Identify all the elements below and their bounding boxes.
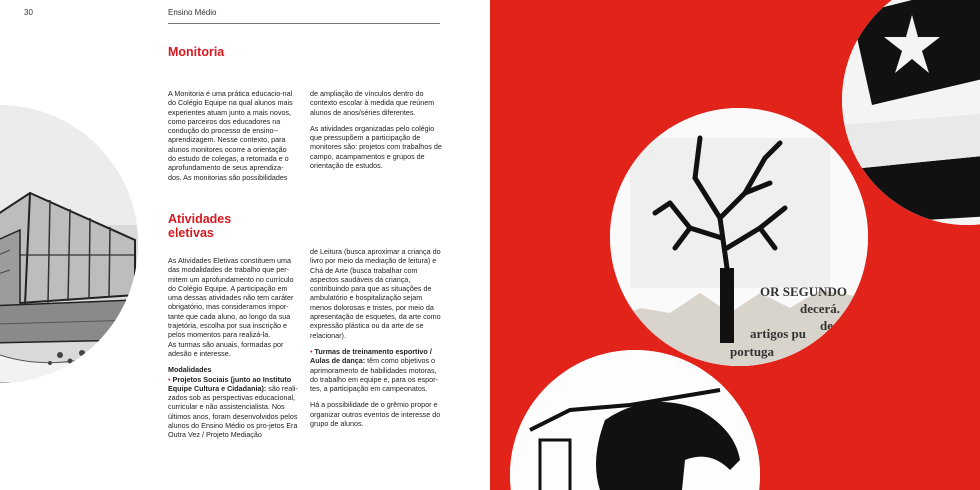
monitoria-paragraph-2: de ampliação de vínculos dentro do contexto escolar à medida que reúnem alunos de anos/séries diferentes. xyxy=(310,89,435,117)
monitoria-paragraph-3: As atividades organizadas pelo colégio que pressupõem a participação de monitores são: projetos com trabalhos de campo, acampamentos e grupos de orientação de estudos. xyxy=(310,123,442,171)
newspaper-word-3: artigos pu xyxy=(750,326,806,341)
monitoria-paragraph-1: A Monitoria é uma prática educacio-nal do Colégio Equipe na qual alunos mais experientes atuam junto a mais novos, como parceiros dos educadores na condução do processo de ensino--aprendizagem. Nesse contexto, para alunos monitores ocorre a orientação do estudo de colegas, a retomada e o aprofundamento de seus aprendiza-dos. As monitorias são possibilidades xyxy=(168,89,293,182)
star-flag-illustration xyxy=(842,0,980,225)
newspaper-word-4: OR SEGUNDO xyxy=(760,284,848,299)
eletivas-paragraph-2: As turmas são anuais, formadas por adesão e interesse. xyxy=(168,339,284,358)
newspaper-word-6: portuga xyxy=(730,344,775,359)
modalidades-label: Modalidades xyxy=(168,365,212,375)
header-rule xyxy=(168,23,440,24)
right-page-artwork xyxy=(490,0,980,490)
bullet-2-text: têm como objetivos o aprimoramento de habilidades motoras, do trabalho em equipe e, para os espor-tes, a participação em campeonatos. xyxy=(310,356,438,394)
eletivas-heading xyxy=(168,212,288,240)
bullet-treinamento xyxy=(310,347,442,393)
bullet-marker: • xyxy=(168,374,171,384)
eletivas-column-2 xyxy=(310,247,442,435)
eletivas-paragraph-3: de Leitura (busca aproximar a criança do livro por meio da mediação de leitura) e Chá de Arte (busca trabalhar com aspectos saudáveis da criança, contribuindo para que as situações de ambulatório e hospitalização sejam menos dolorosas e tristes, por meio da apresentação de esquetes, da arte como expressão plástica ou da arte de se relacionar). xyxy=(310,247,441,340)
eletivas-column-1 xyxy=(168,256,298,440)
building-sketch-illustration xyxy=(0,105,138,383)
newspaper-word-5: ito xyxy=(630,328,645,343)
bullet-1-heading: Projetos Sociais (junto ao Instituto Equipe Cultura e Cidadania): xyxy=(168,374,292,393)
page-number: 30 xyxy=(24,8,33,17)
bullet-2-heading: Turmas de treinamento esportivo / Aulas de dança: xyxy=(310,346,432,366)
eletivas-paragraph-1: As Atividades Eletivas constituem uma das modalidades de trabalho que per-mitem um aprofundamento no currículo do Colégio Equipe. A participação em uma dessas atividades não tem caráter obrigatório, mas consideramos impor-tante que cada aluno, ao longo da sua trajetória, escolha por sua inscrição e pelos momentos para realizá-la. xyxy=(168,256,294,340)
horse-drawing-illustration xyxy=(510,350,760,490)
newspaper-word-2: de um xyxy=(820,318,855,333)
bullet-1-text: são reali-zados sob as perspectivas educacional, curricular e não assistencialista. Nos últimos anos, foram desenvolvidos pelos alunos do Ensino Médio os pro-jetos Era Outra Vez / Projeto Mediação xyxy=(168,383,298,440)
section-title: Ensino Médio xyxy=(168,8,217,17)
newspaper-word-1: decerá. xyxy=(800,301,841,316)
tree-collage-illustration xyxy=(610,108,868,366)
bullet-projetos-sociais xyxy=(168,375,298,440)
monitoria-column-2 xyxy=(310,89,442,177)
eletivas-heading-line1: Atividades xyxy=(168,212,232,226)
monitoria-column-1 xyxy=(168,89,296,189)
eletivas-heading-line2: eletivas xyxy=(168,226,214,240)
bullet-marker: • xyxy=(310,346,313,356)
monitoria-heading: Monitoria xyxy=(168,45,225,59)
eletivas-paragraph-4: Há a possibilidade de o grêmio propor e organizar outros eventos de interesse do grupo de alunos. xyxy=(310,400,441,429)
